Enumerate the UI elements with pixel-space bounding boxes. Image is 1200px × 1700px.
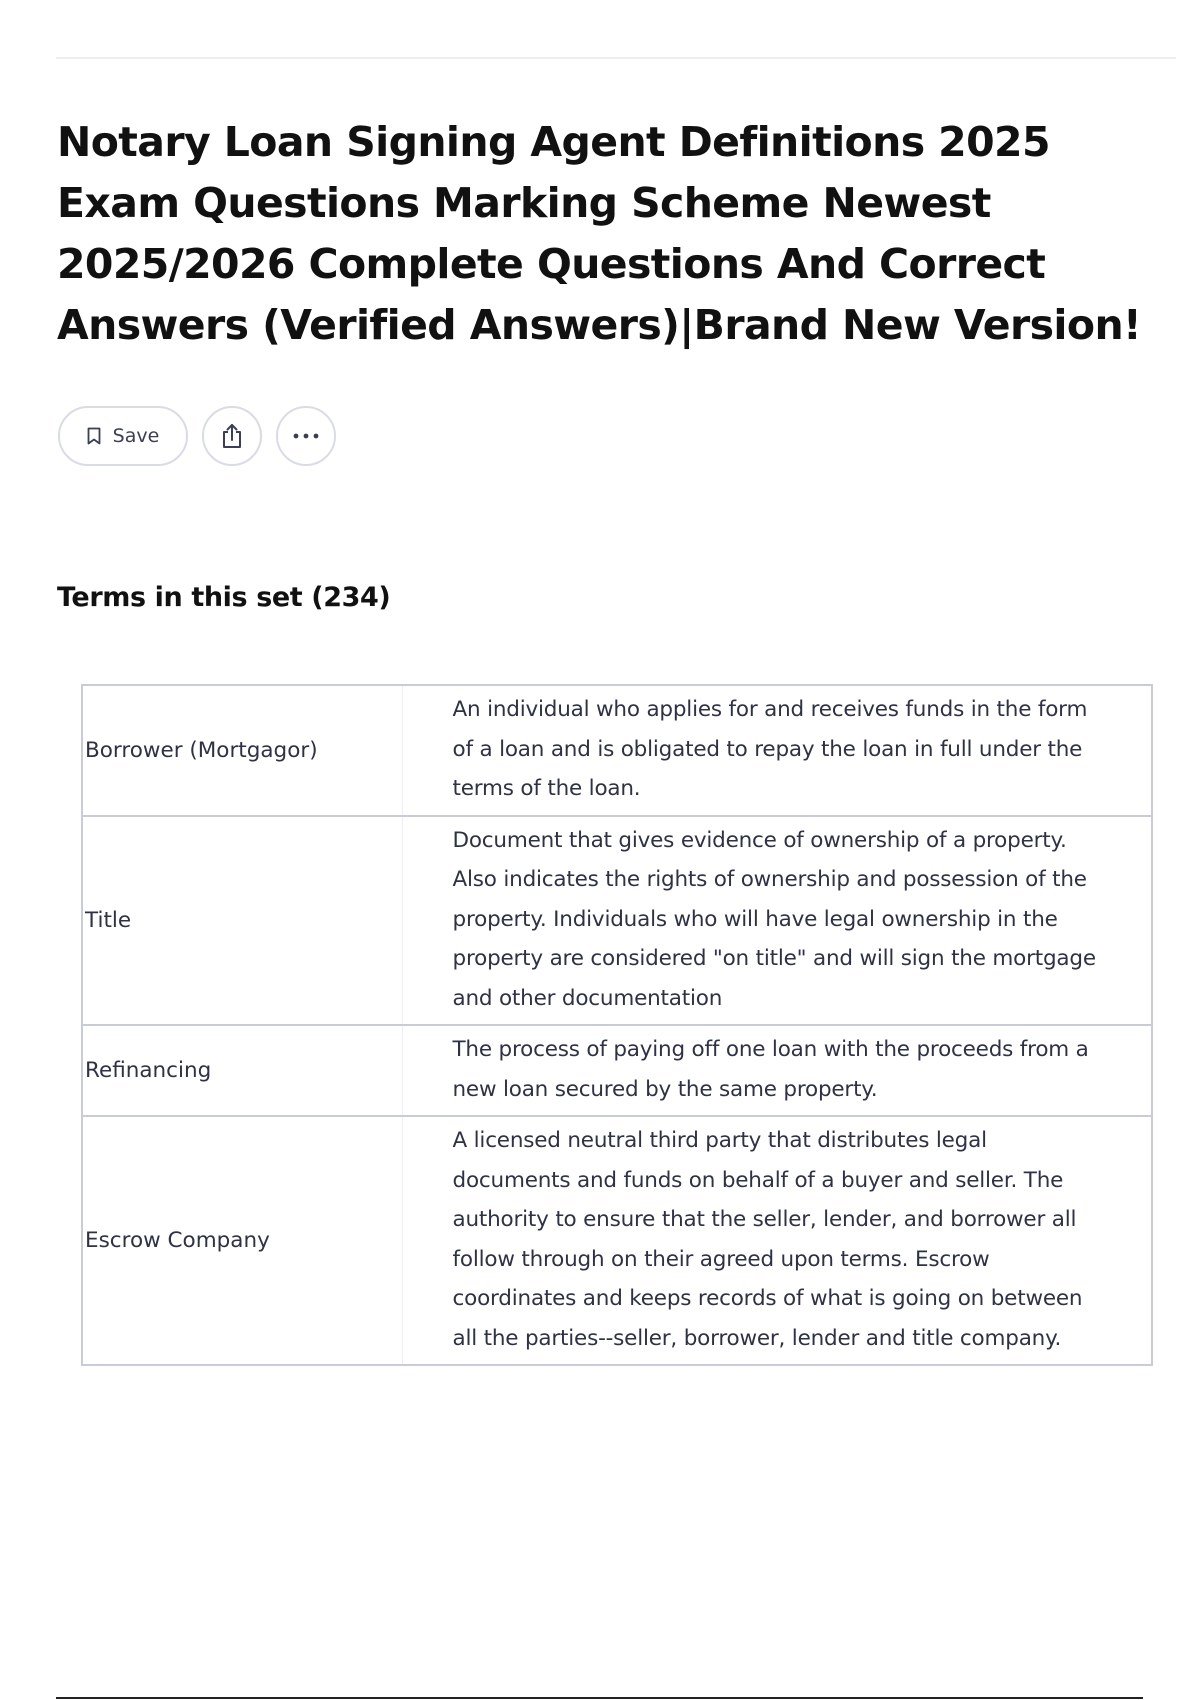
table-row [82,685,1152,816]
terms-heading: Terms in this set (234) [57,582,391,613]
bottom-divider [56,1697,1143,1699]
share-icon [219,422,245,450]
terms-table [81,684,1153,1366]
table-row [82,1025,1152,1116]
page-title: Notary Loan Signing Agent Definitions 2025 Exam Questions Marking Scheme Newest 2025/2026 Complete Questions And Correct Answers (Verified Answers)|Brand New Version! [57,118,1142,349]
top-divider [56,57,1176,59]
definition-cell: Document that gives evidence of ownership of a property. Also indicates the rights of ownership and possession of the property. Individuals who will have legal ownership in the property are considered "on title" and will sign the mortgage and other documentation [402,816,1152,1026]
term-cell: Borrower (Mortgagor) [82,685,402,816]
table-row [82,1116,1152,1365]
table-row [82,816,1152,1026]
save-button-label: Save [112,425,160,447]
definition-cell: An individual who applies for and receives funds in the form of a loan and is obligated to repay the loan in full under the terms of the loan. [402,685,1152,816]
definition-cell: A licensed neutral third party that distributes legal documents and funds on behalf of a buyer and seller. The authority to ensure that the seller, lender, and borrower all follow through on their agreed upon terms. Escrow coordinates and keeps records of what is going on between all the parties--seller, borrower, lender and title company. [402,1116,1152,1365]
definition-cell: The process of paying off one loan with the proceeds from a new loan secured by the same property. [402,1025,1152,1116]
term-cell: Title [82,816,402,1026]
save-button[interactable] [58,406,188,466]
action-bar [58,406,336,466]
share-button[interactable] [202,406,262,466]
more-options-icon [292,432,320,440]
term-cell: Escrow Company [82,1116,402,1365]
bookmark-icon [87,427,101,445]
term-cell: Refinancing [82,1025,402,1116]
more-options-button[interactable] [276,406,336,466]
